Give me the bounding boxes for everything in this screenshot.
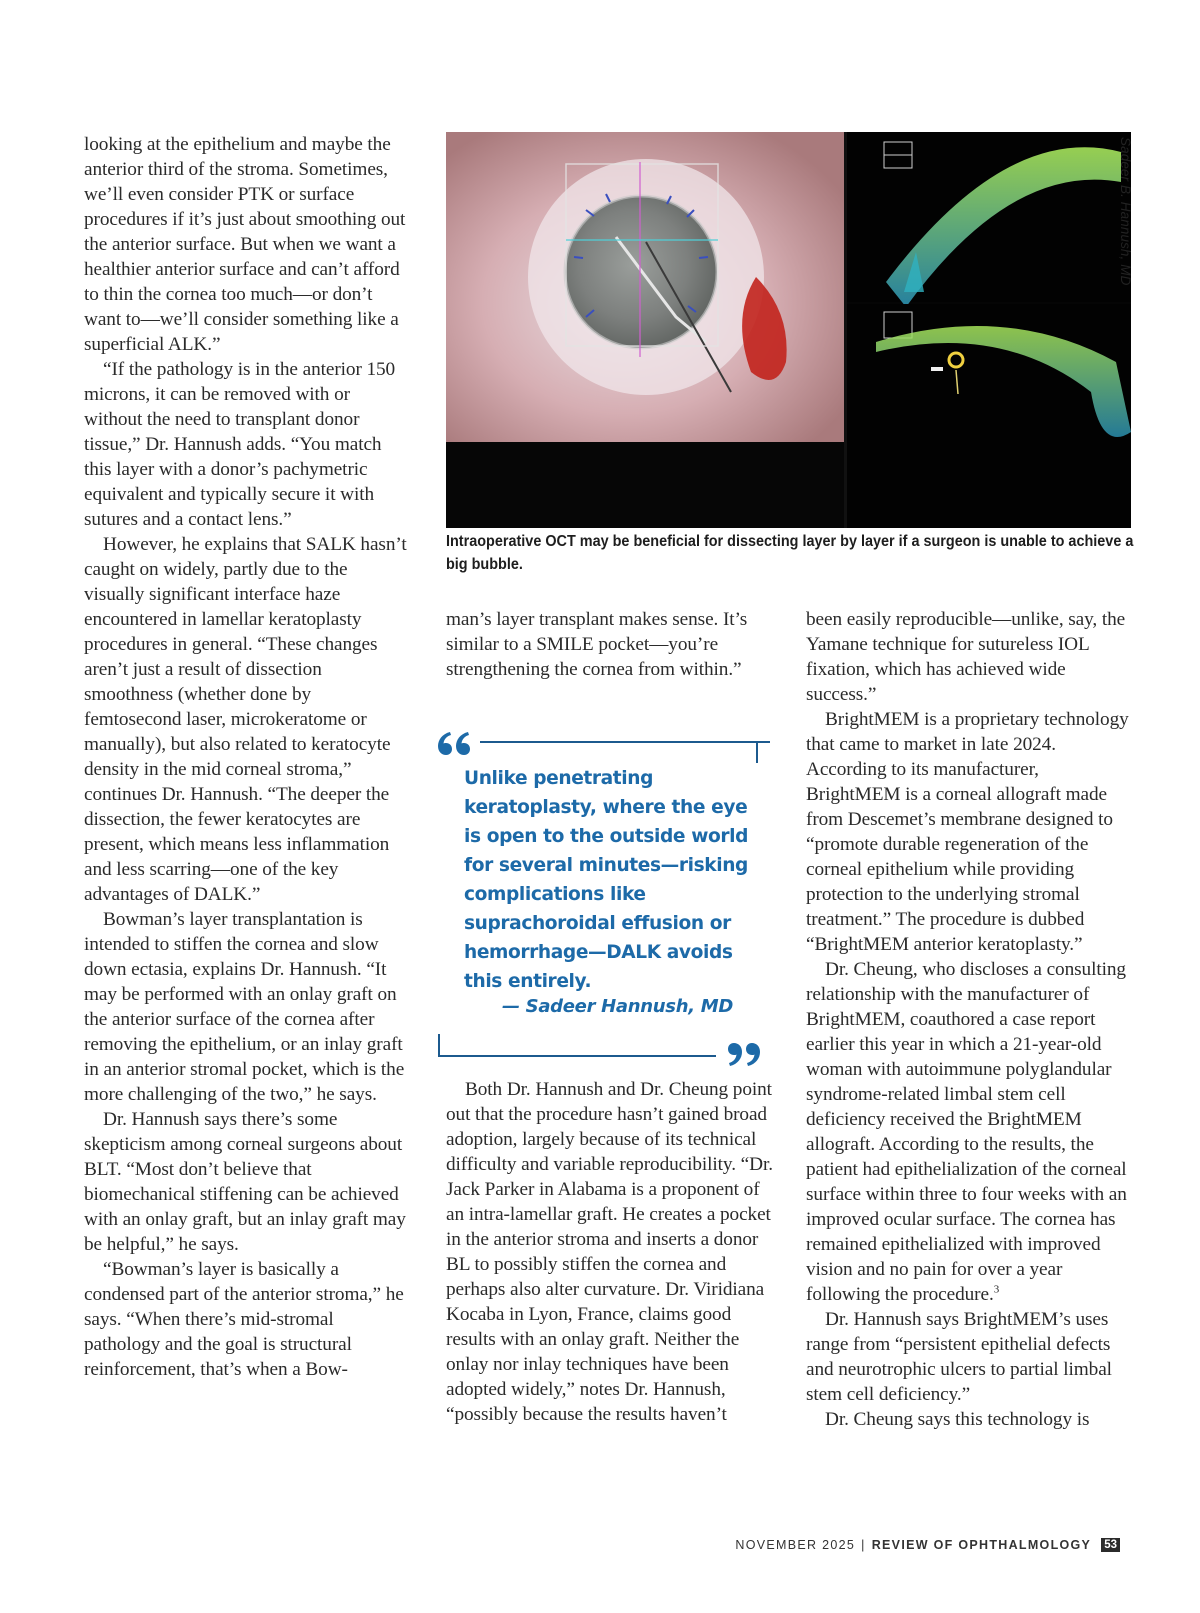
pull-quote (434, 728, 764, 1073)
photo-credit: Sadeer B. Hannush, MD (1118, 137, 1133, 286)
close-quote-icon (724, 1038, 764, 1070)
paragraph: been easily reproducible—unlike, say, the Yamane technique for sutureless IOL fixation, which has achieved wide success.” (806, 609, 1126, 705)
paragraph: Both Dr. Hannush and Dr. Cheung point out that the procedure hasn’t gained broad adoption, largely because of its technical difficulty and variable reproducibility. “Dr. Jack Parker in Alabama is a proponent of an intra-lamellar graft. He creates a pocket in the anterior stroma and inserts a donor BL to possibly stiffen the cornea and perhaps also alter curvature. Dr. Viridiana Kocaba in Lyon, France, claims good results with an onlay graft. Neither the onlay nor inlay techniques have been adopted widely,” notes Dr. Hannush, “possibly because the results haven’t (446, 1079, 773, 1425)
footer-separator: | (861, 1538, 866, 1552)
paragraph: “Bowman’s layer is basically a condensed part of the anterior stroma,” he says. “When there’s mid-stromal pathology and the goal is structural reinforcement, that’s when a Bow- (84, 1259, 404, 1380)
paragraph: looking at the epithelium and maybe the anterior third of the stroma. Sometimes, we’ll even consider PTK or surface procedures if it’s just about smoothing out the anterior surface. But when we want a healthier anterior surface and can’t afford to thin the cornea too much—or don’t want to—we’ll consider something like a superficial ALK.” (84, 134, 406, 355)
paragraph: “If the pathology is in the anterior 150 microns, it can be removed with or without the need to transplant donor tissue,” Dr. Hannush adds. “You match this layer with a donor’s pachymetric equivalent and typically secure it with sutures and a contact lens.” (84, 359, 396, 530)
pull-quote-rule-bottom (438, 1055, 716, 1057)
article-column-3 (806, 607, 1134, 1432)
open-quote-icon (434, 728, 474, 760)
pull-quote-rule-top (480, 741, 770, 743)
pull-quote-attribution: — Sadeer Hannush, MD (502, 996, 733, 1017)
paragraph: Bowman’s layer transplantation is intended to stiffen the cornea and slow down ectasia, explains Dr. Hannush. “It may be performed with an onlay graft on the anterior surface of the cornea after removing the epithelium, or an inlay graft in an anterior stromal pocket, which is the more challenging of the two,” he says. (84, 909, 405, 1105)
footnote-ref: 3 (993, 1283, 1000, 1296)
paragraph: However, he explains that SALK hasn’t caught on widely, partly due to the visually significant interface haze encountered in lamellar keratoplasty procedures in general. “These changes aren’t just a result of dissection smoothness (whether done by femtosecond laser, microkeratome or manually), but also related to keratocyte density in the mid corneal stroma,” continues Dr. Hannush. “The deeper the dissection, the fewer keratocytes are present, which means less inflammation and less scarring—one of the key advantages of DALK.” (84, 534, 407, 905)
page-number: 53 (1101, 1538, 1120, 1552)
pull-quote-rule-corner (756, 741, 758, 763)
paragraph: Dr. Hannush says there’s some skepticism among corneal surgeons about BLT. “Most don’t believe that biomechanical stiffening can be achieved with an onlay graft, but an inlay graft may be helpful,” he says. (84, 1109, 406, 1255)
paragraph: Dr. Cheung says this technology is (825, 1409, 1090, 1430)
pull-quote-text: Unlike penetrating keratoplasty, where the eye is open to the outside world for several minutes—risking complications like suprachoroidal effusion or hemorrhage—DALK avoids this entirely. (464, 768, 749, 992)
article-column-1 (84, 132, 412, 1382)
publication-name: REVIEW OF OPHTHALMOLOGY (871, 1538, 1092, 1552)
paragraph: Dr. Hannush says BrightMEM’s uses range from “persistent epithelial defects and neurotrophic ulcers to partial limbal stem cell deficiency.” (806, 1309, 1112, 1405)
paragraph (806, 957, 1134, 1307)
figure-caption: Intraoperative OCT may be beneficial for dissecting layer by layer if a surgeon is unable to achieve a big bubble. (446, 533, 1134, 573)
pull-quote-rule-corner (438, 1034, 440, 1057)
oct-figure (446, 132, 1131, 528)
paragraph: BrightMEM is a proprietary technology that came to market in late 2024. According to its manufacturer, BrightMEM is a corneal allograft made from Descemet’s membrane designed to “promote durable regeneration of the corneal epithelium while providing protection to the underlying stromal treatment.” The procedure is dubbed “BrightMEM anterior keratoplasty.” (806, 709, 1129, 955)
page-footer (735, 1538, 1120, 1552)
issue-date: NOVEMBER 2025 (735, 1538, 856, 1552)
oct-surgery-image (446, 132, 1131, 528)
paragraph: man’s layer transplant makes sense. It’s similar to a SMILE pocket—you’re strengthening the cornea from within.” (446, 609, 748, 680)
paragraph-text: Dr. Cheung, who discloses a consulting relationship with the manufacturer of BrightMEM, coauthored a case report earlier this year in which a 21-year-old woman with autoimmune polyglandular syndrome-related limbal stem cell deficiency received the BrightMEM allograft. According to the results, the patient had epithelialization of the corneal surface within three to four weeks with an improved ocular surface. The cornea has remained epithelialized with improved vision and no pain for over a year following the procedure. (806, 959, 1127, 1305)
